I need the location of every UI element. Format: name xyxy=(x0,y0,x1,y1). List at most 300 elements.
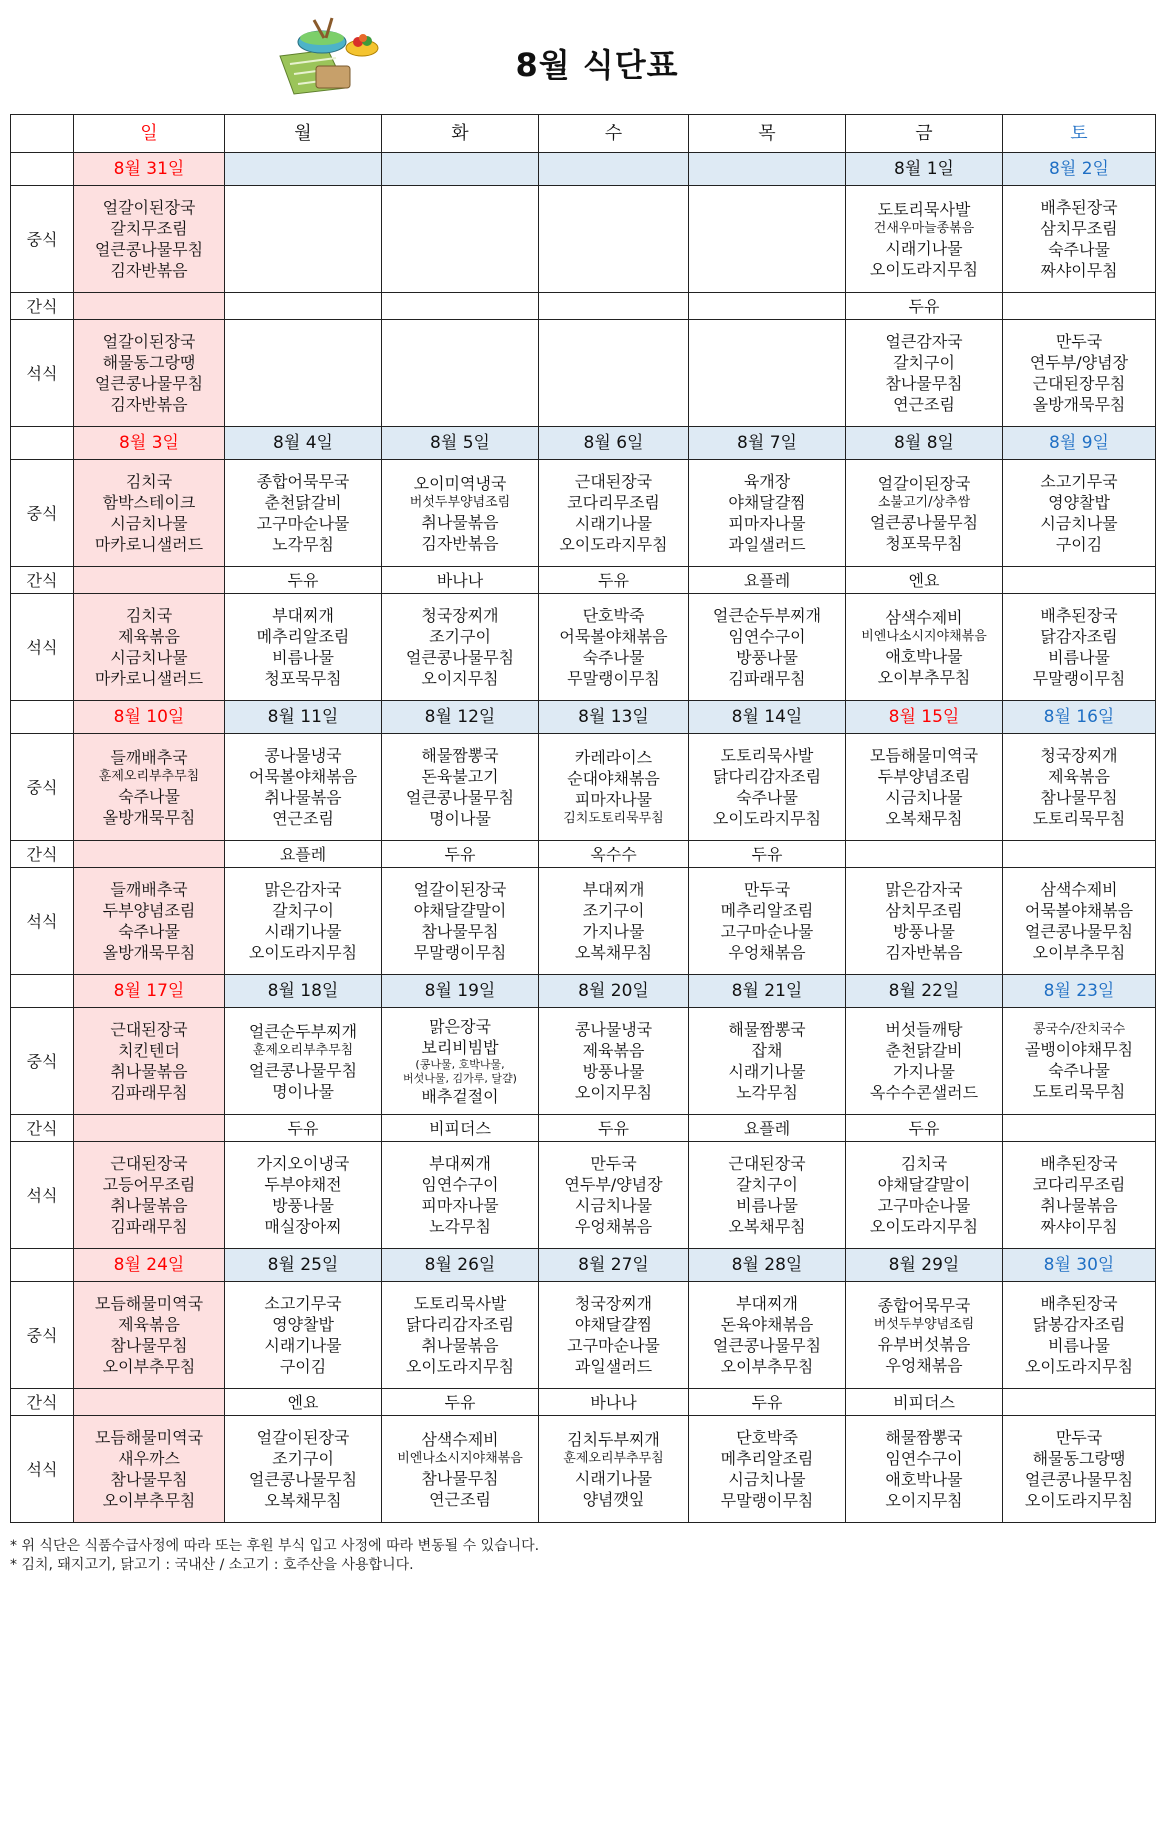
date-cell: 8월 11일 xyxy=(225,701,382,734)
snack-label: 간식 xyxy=(11,1115,74,1142)
menu-item: 해물동그랑땡 xyxy=(102,353,196,372)
dinner-cell xyxy=(225,320,382,427)
date-cell: 8월 29일 xyxy=(846,1249,1003,1282)
menu-item: 해물동그랑땡 xyxy=(1032,1449,1126,1468)
menu-item: 제육볶음 xyxy=(582,1041,645,1060)
menu-item: 훈제오리부추무침 xyxy=(98,768,200,784)
menu-item: 닭다리감자조림 xyxy=(405,1315,515,1334)
date-row xyxy=(11,153,1156,186)
date-cell: 8월 14일 xyxy=(689,701,846,734)
dinner-cell xyxy=(539,594,689,701)
menu-item: 올방개묵무침 xyxy=(1032,395,1126,414)
snack-cell: 바나나 xyxy=(382,567,539,594)
lunch-row xyxy=(11,186,1156,293)
date-cell: 8월 4일 xyxy=(225,427,382,460)
menu-item: 배추된장국 xyxy=(1040,606,1118,625)
dinner-cell xyxy=(74,868,225,975)
snack-cell: 옥수수 xyxy=(539,841,689,868)
menu-item: 참나물무침 xyxy=(421,922,499,941)
date-cell: 8월 12일 xyxy=(382,701,539,734)
snack-cell: 요플레 xyxy=(689,1115,846,1142)
menu-item: 소고기무국 xyxy=(1040,472,1118,491)
lunch-cell xyxy=(225,460,382,567)
snack-cell: 엔요 xyxy=(225,1389,382,1416)
menu-item: 김자반볶음 xyxy=(110,395,188,414)
menu-item: 오복채무침 xyxy=(574,943,653,962)
menu-item: 연근조림 xyxy=(893,395,955,414)
menu-item: 연근조림 xyxy=(429,1489,491,1509)
menu-item: 도토리묵무침 xyxy=(1032,809,1126,828)
snack-cell: 엔요 xyxy=(846,567,1003,594)
snack-cell xyxy=(539,293,689,320)
menu-item: 김치두부찌개 xyxy=(567,1429,660,1449)
menu-item: 시래기나물 xyxy=(728,1062,806,1081)
menu-item: 노각무침 xyxy=(429,1217,491,1236)
menu-item: 무말랭이무침 xyxy=(720,1491,814,1510)
menu-item: 오이도라지무침 xyxy=(869,1217,979,1236)
menu-item: 얼큰콩나물무침 xyxy=(94,374,204,393)
menu-item: 제육볶음 xyxy=(1048,767,1110,786)
lunch-cell xyxy=(382,460,539,567)
dinner-cell xyxy=(846,868,1003,975)
snack-cell: 두유 xyxy=(689,1389,846,1416)
menu-item: 청국장찌개 xyxy=(1040,746,1118,765)
menu-item: 얼큰콩나물무침 xyxy=(248,1470,358,1489)
snack-cell: 두유 xyxy=(846,1115,1003,1142)
lunch-label: 중식 xyxy=(11,460,74,567)
date-cell: 8월 6일 xyxy=(539,427,689,460)
menu-item: 두부양념조림 xyxy=(877,767,971,786)
menu-item: 방풍나물 xyxy=(582,1062,645,1081)
menu-item: 갈치구이 xyxy=(272,901,334,920)
snack-cell: 비피더스 xyxy=(846,1389,1003,1416)
menu-item: 잡채 xyxy=(751,1041,783,1060)
lunch-cell xyxy=(689,1282,846,1389)
snack-label: 간식 xyxy=(11,841,74,868)
weekday-header-row xyxy=(11,115,1156,153)
menu-item: 취나물볶음 xyxy=(421,1336,499,1355)
menu-item: 버섯나물, 김가루, 달걀) xyxy=(403,1071,517,1085)
dinner-cell xyxy=(689,320,846,427)
snack-cell: 요플레 xyxy=(225,841,382,868)
dinner-cell xyxy=(382,594,539,701)
dinner-cell xyxy=(1003,594,1156,701)
date-cell: 8월 7일 xyxy=(689,427,846,460)
menu-item: 시금치나물 xyxy=(110,514,188,533)
menu-item: 오이도라지무침 xyxy=(248,943,358,962)
menu-item: 청국장찌개 xyxy=(421,606,499,625)
date-cell xyxy=(539,153,689,186)
footnote: * 김치, 돼지고기, 닭고기 : 국내산 / 소고기 : 호주산을 사용합니다. xyxy=(10,1557,414,1573)
menu-item: 소불고기/상추쌈 xyxy=(877,494,971,510)
menu-item: 숙주나물 xyxy=(1048,1060,1110,1080)
menu-item: 해물짬뽕국 xyxy=(885,1428,963,1447)
menu-item: 오이부추무침 xyxy=(102,1357,196,1376)
menu-item: 치킨텐더 xyxy=(118,1041,180,1060)
date-cell: 8월 1일 xyxy=(846,153,1003,186)
lunch-cell xyxy=(1003,1282,1156,1389)
dinner-cell xyxy=(689,868,846,975)
dinner-cell xyxy=(1003,320,1156,427)
dinner-cell xyxy=(74,594,225,701)
menu-item: 메추리알조림 xyxy=(720,1449,814,1468)
menu-item: 배추겉절이 xyxy=(421,1086,499,1106)
menu-item: 시금치나물 xyxy=(1040,514,1118,533)
menu-item: 콩나물냉국 xyxy=(574,1020,653,1039)
menu-item: 짜샤이무침 xyxy=(1040,261,1118,280)
date-row xyxy=(11,1249,1156,1282)
date-cell: 8월 2일 xyxy=(1003,153,1156,186)
lunch-row xyxy=(11,734,1156,841)
snack-cell: 두유 xyxy=(225,1115,382,1142)
snack-cell: 두유 xyxy=(382,1389,539,1416)
dinner-row xyxy=(11,1142,1156,1249)
menu-item: 삼색수제비 xyxy=(885,607,963,627)
snack-cell xyxy=(382,293,539,320)
menu-item: 시금치나물 xyxy=(885,788,963,807)
date-cell: 8월 28일 xyxy=(689,1249,846,1282)
menu-item: 취나물볶음 xyxy=(110,1196,188,1215)
snack-row xyxy=(11,1389,1156,1416)
menu-item: 참나물무침 xyxy=(885,374,963,393)
menu-item: 메추리알조림 xyxy=(720,901,814,920)
date-cell: 8월 31일 xyxy=(74,153,225,186)
menu-item: 취나물볶음 xyxy=(264,788,342,807)
menu-item: 비름나물 xyxy=(272,648,334,667)
lunch-cell xyxy=(74,734,225,841)
menu-item: 취나물볶음 xyxy=(421,512,499,532)
date-cell: 8월 13일 xyxy=(539,701,689,734)
date-row-label xyxy=(11,975,74,1008)
lunch-cell xyxy=(74,186,225,293)
menu-item: 방풍나물 xyxy=(736,648,798,667)
lunch-cell xyxy=(1003,1008,1156,1115)
date-row xyxy=(11,975,1156,1008)
menu-item: 얼큰순두부찌개 xyxy=(248,1021,358,1041)
snack-cell: 바나나 xyxy=(539,1389,689,1416)
menu-item: 오이부추무침 xyxy=(720,1357,814,1376)
menu-item: 야채달걀말이 xyxy=(413,901,507,920)
lunch-cell xyxy=(689,1008,846,1115)
date-cell: 8월 21일 xyxy=(689,975,846,1008)
menu-item: 시금치나물 xyxy=(110,648,188,667)
date-cell xyxy=(225,153,382,186)
date-row-label xyxy=(11,427,74,460)
lunch-cell xyxy=(382,1282,539,1389)
menu-item: 숙주나물 xyxy=(1048,240,1110,259)
menu-item: 마카로니샐러드 xyxy=(94,669,204,688)
lunch-cell xyxy=(539,1282,689,1389)
lunch-cell xyxy=(225,1282,382,1389)
menu-item: 얼큰콩나물무침 xyxy=(1024,922,1134,941)
snack-cell: 비피더스 xyxy=(382,1115,539,1142)
dinner-row xyxy=(11,594,1156,701)
menu-item: 취나물볶음 xyxy=(1040,1196,1118,1215)
menu-item: 숙주나물 xyxy=(736,788,798,807)
menu-item: 얼갈이된장국 xyxy=(413,880,507,899)
menu-item: 얼큰콩나물무침 xyxy=(869,512,979,532)
dinner-cell xyxy=(539,1416,689,1523)
lunch-row xyxy=(11,460,1156,567)
date-cell: 8월 27일 xyxy=(539,1249,689,1282)
menu-item: 새우까스 xyxy=(118,1449,180,1468)
snack-cell xyxy=(689,293,846,320)
snack-label: 간식 xyxy=(11,567,74,594)
menu-item: 갈치구이 xyxy=(736,1175,798,1194)
menu-item: 야채달걀찜 xyxy=(728,493,806,512)
dinner-label: 석식 xyxy=(11,1142,74,1249)
dinner-cell xyxy=(382,320,539,427)
date-cell: 8월 10일 xyxy=(74,701,225,734)
menu-item: 비름나물 xyxy=(1048,648,1110,667)
menu-item: 오복채무침 xyxy=(264,1491,342,1510)
menu-item: 배추된장국 xyxy=(1040,1294,1118,1313)
menu-item: 시래기나물 xyxy=(885,238,963,258)
snack-cell xyxy=(74,567,225,594)
dinner-cell xyxy=(846,1416,1003,1523)
menu-item: 과일샐러드 xyxy=(574,1357,653,1376)
dinner-cell xyxy=(1003,1416,1156,1523)
menu-item: 청국장찌개 xyxy=(574,1294,653,1313)
date-cell: 8월 16일 xyxy=(1003,701,1156,734)
menu-item: 시래기나물 xyxy=(264,1336,342,1355)
menu-item: 들깨배추국 xyxy=(110,880,188,899)
menu-item: 얼큰콩나물무침 xyxy=(405,648,515,667)
menu-item: 오이미역냉국 xyxy=(413,473,507,493)
menu-item: 오복채무침 xyxy=(728,1217,806,1236)
menu-item: 참나물무침 xyxy=(421,1468,499,1488)
menu-item: 제육볶음 xyxy=(118,1315,180,1334)
dinner-cell xyxy=(689,594,846,701)
snack-cell xyxy=(1003,1389,1156,1416)
menu-item: 비름나물 xyxy=(736,1196,798,1215)
snack-cell: 두유 xyxy=(539,1115,689,1142)
menu-item: 고구마순나물 xyxy=(720,922,814,941)
menu-item: 부대찌개 xyxy=(582,880,645,899)
lunch-row xyxy=(11,1282,1156,1389)
lunch-cell xyxy=(382,1008,539,1115)
lunch-label: 중식 xyxy=(11,734,74,841)
menu-item: 근대된장국 xyxy=(110,1154,188,1173)
snack-cell xyxy=(846,841,1003,868)
menu-item: 구이김 xyxy=(279,1357,327,1376)
menu-item: 닭감자조림 xyxy=(1040,627,1118,646)
menu-item: 건새우마늘종볶음 xyxy=(873,220,975,236)
lunch-cell xyxy=(689,734,846,841)
menu-item: 김자반볶음 xyxy=(421,533,499,553)
menu-item: 시래기나물 xyxy=(574,514,653,533)
dinner-cell xyxy=(225,1142,382,1249)
menu-item: 김파래무침 xyxy=(110,1083,188,1102)
menu-item: 만두국 xyxy=(1055,1428,1103,1447)
menu-item: 연두부/양념장 xyxy=(564,1175,663,1194)
menu-item: 닭다리감자조림 xyxy=(712,767,822,786)
menu-item: 종합어묵무국 xyxy=(256,472,350,491)
weekday-header: 일 xyxy=(74,115,225,153)
snack-cell: 두유 xyxy=(539,567,689,594)
dinner-label: 석식 xyxy=(11,868,74,975)
dinner-cell xyxy=(689,1416,846,1523)
menu-item: 숙주나물 xyxy=(118,786,180,806)
snack-cell xyxy=(1003,293,1156,320)
lunch-cell xyxy=(1003,734,1156,841)
menu-item: 육개장 xyxy=(743,472,791,491)
menu-item: 근대된장무침 xyxy=(1032,374,1126,393)
menu-item: 콩국수/잔치국수 xyxy=(1032,1021,1126,1037)
menu-item: 오이부추무침 xyxy=(102,1491,196,1510)
menu-item: 임연수구이 xyxy=(421,1175,499,1194)
menu-item: 순대야채볶음 xyxy=(567,768,660,788)
date-row xyxy=(11,701,1156,734)
menu-item: 비엔나소시지야채볶음 xyxy=(397,1450,523,1466)
menu-item: 단호박죽 xyxy=(736,1428,798,1447)
dinner-cell xyxy=(382,868,539,975)
menu-item: 골뱅이야채무침 xyxy=(1024,1039,1134,1059)
menu-item: 청포묵무침 xyxy=(885,533,963,553)
snack-row xyxy=(11,293,1156,320)
menu-item: 과일샐러드 xyxy=(728,535,806,554)
menu-item: 어묵볼야채볶음 xyxy=(559,627,668,646)
date-cell xyxy=(689,153,846,186)
menu-item: 임연수구이 xyxy=(728,627,806,646)
date-cell: 8월 19일 xyxy=(382,975,539,1008)
menu-item: 올방개묵무침 xyxy=(102,943,196,962)
menu-item: 연근조림 xyxy=(272,809,334,828)
lunch-cell xyxy=(74,1008,225,1115)
snack-cell xyxy=(74,293,225,320)
date-row-label xyxy=(11,701,74,734)
weekday-header: 월 xyxy=(225,115,382,153)
corner-cell xyxy=(11,115,74,153)
menu-item: 방풍나물 xyxy=(893,922,955,941)
menu-item: 고구마순나물 xyxy=(877,1196,971,1215)
lunch-cell xyxy=(846,734,1003,841)
menu-item: 종합어묵무국 xyxy=(877,1295,971,1315)
menu-item: 임연수구이 xyxy=(885,1449,963,1468)
menu-item: 애호박나물 xyxy=(885,1470,963,1489)
page-title: 8월 식단표 xyxy=(515,46,679,84)
dinner-cell xyxy=(382,1416,539,1523)
date-row-label xyxy=(11,153,74,186)
menu-item: 시래기나물 xyxy=(264,922,342,941)
lunch-cell xyxy=(846,1008,1003,1115)
menu-item: 훈제오리부추무침 xyxy=(563,1450,664,1466)
snack-label: 간식 xyxy=(11,1389,74,1416)
menu-item: 시금치나물 xyxy=(728,1470,806,1489)
menu-item: 두부야채전 xyxy=(264,1175,342,1194)
menu-item: 근대된장국 xyxy=(574,472,653,491)
date-cell: 8월 8일 xyxy=(846,427,1003,460)
menu-item: 근대된장국 xyxy=(110,1020,188,1039)
menu-item: 모듬해물미역국 xyxy=(94,1294,204,1313)
menu-item: 닭봉감자조림 xyxy=(1032,1315,1126,1334)
menu-item: 얼큰콩나물무침 xyxy=(405,788,515,807)
menu-item: 갈치무조림 xyxy=(110,219,188,238)
menu-item: 고구마순나물 xyxy=(567,1336,660,1355)
dinner-cell xyxy=(382,1142,539,1249)
menu-item: 코다리무조림 xyxy=(1032,1175,1126,1194)
snack-cell xyxy=(225,293,382,320)
menu-item: 오이도라지무침 xyxy=(1024,1491,1134,1510)
menu-item: 만두국 xyxy=(1055,332,1103,351)
menu-item: 숙주나물 xyxy=(118,922,180,941)
snack-row xyxy=(11,567,1156,594)
date-cell: 8월 30일 xyxy=(1003,1249,1156,1282)
menu-item: 모듬해물미역국 xyxy=(94,1428,204,1447)
menu-item: 도토리묵무침 xyxy=(1032,1081,1126,1101)
menu-item: 맑은장국 xyxy=(429,1016,491,1036)
menu-item: 올방개묵무침 xyxy=(102,807,196,827)
dinner-cell xyxy=(74,1416,225,1523)
lunch-cell xyxy=(539,1008,689,1115)
menu-item: 해물짬뽕국 xyxy=(728,1020,806,1039)
menu-item: 짜샤이무침 xyxy=(1040,1217,1118,1236)
menu-item: 가지오이냉국 xyxy=(256,1154,350,1173)
menu-item: 김파래무침 xyxy=(728,669,806,688)
weekday-header: 수 xyxy=(539,115,689,153)
menu-item: 애호박나물 xyxy=(885,646,963,666)
menu-item: 연두부/양념장 xyxy=(1029,353,1129,372)
menu-item: 취나물볶음 xyxy=(110,1062,188,1081)
menu-item: 어묵볼야채볶음 xyxy=(1024,901,1134,920)
menu-item: 맑은감자국 xyxy=(885,880,963,899)
menu-item: 오이지무침 xyxy=(574,1083,653,1102)
menu-item: 우엉채볶음 xyxy=(574,1217,653,1236)
dinner-row xyxy=(11,320,1156,427)
lunch-cell xyxy=(1003,460,1156,567)
date-cell xyxy=(382,153,539,186)
dinner-cell xyxy=(1003,868,1156,975)
menu-item: 어묵볼야채볶음 xyxy=(248,767,358,786)
menu-item: 오이지무침 xyxy=(421,669,499,688)
menu-item: 피마자나물 xyxy=(728,514,806,533)
lunch-cell xyxy=(382,734,539,841)
menu-item: 도토리묵사발 xyxy=(413,1294,507,1313)
menu-item: 우엉채볶음 xyxy=(728,943,806,962)
lunch-label: 중식 xyxy=(11,1008,74,1115)
dinner-cell xyxy=(74,1142,225,1249)
snack-cell xyxy=(1003,567,1156,594)
menu-item: 시금치나물 xyxy=(574,1196,653,1215)
lunch-label: 중식 xyxy=(11,186,74,293)
menu-item: 갈치구이 xyxy=(893,353,955,372)
menu-item: 피마자나물 xyxy=(574,789,653,809)
menu-item: 숙주나물 xyxy=(582,648,645,667)
date-cell: 8월 25일 xyxy=(225,1249,382,1282)
menu-item: 버섯두부양념조림 xyxy=(409,494,511,510)
menu-item: 양념깻잎 xyxy=(582,1489,645,1509)
menu-item: 얼갈이된장국 xyxy=(256,1428,350,1447)
menu-item: 김자반볶음 xyxy=(110,261,188,280)
menu-item: 영양찰밥 xyxy=(1048,493,1110,512)
lunch-cell xyxy=(225,186,382,293)
menu-item: 참나물무침 xyxy=(110,1470,188,1489)
lunch-cell xyxy=(689,460,846,567)
menu-item: 방풍나물 xyxy=(272,1196,334,1215)
menu-item: 해물짬뽕국 xyxy=(421,746,499,765)
menu-item: 카레라이스 xyxy=(574,747,653,767)
menu-item: 근대된장국 xyxy=(728,1154,806,1173)
menu-item: 비름나물 xyxy=(1048,1336,1110,1355)
menu-item: 들깨배추국 xyxy=(110,747,188,767)
menu-item: 오이부추무침 xyxy=(1032,943,1126,962)
menu-item: 오이도라지무침 xyxy=(1024,1357,1134,1376)
snack-cell: 두유 xyxy=(689,841,846,868)
lunch-cell xyxy=(846,186,1003,293)
lunch-cell xyxy=(74,460,225,567)
date-cell: 8월 24일 xyxy=(74,1249,225,1282)
dinner-cell xyxy=(539,320,689,427)
